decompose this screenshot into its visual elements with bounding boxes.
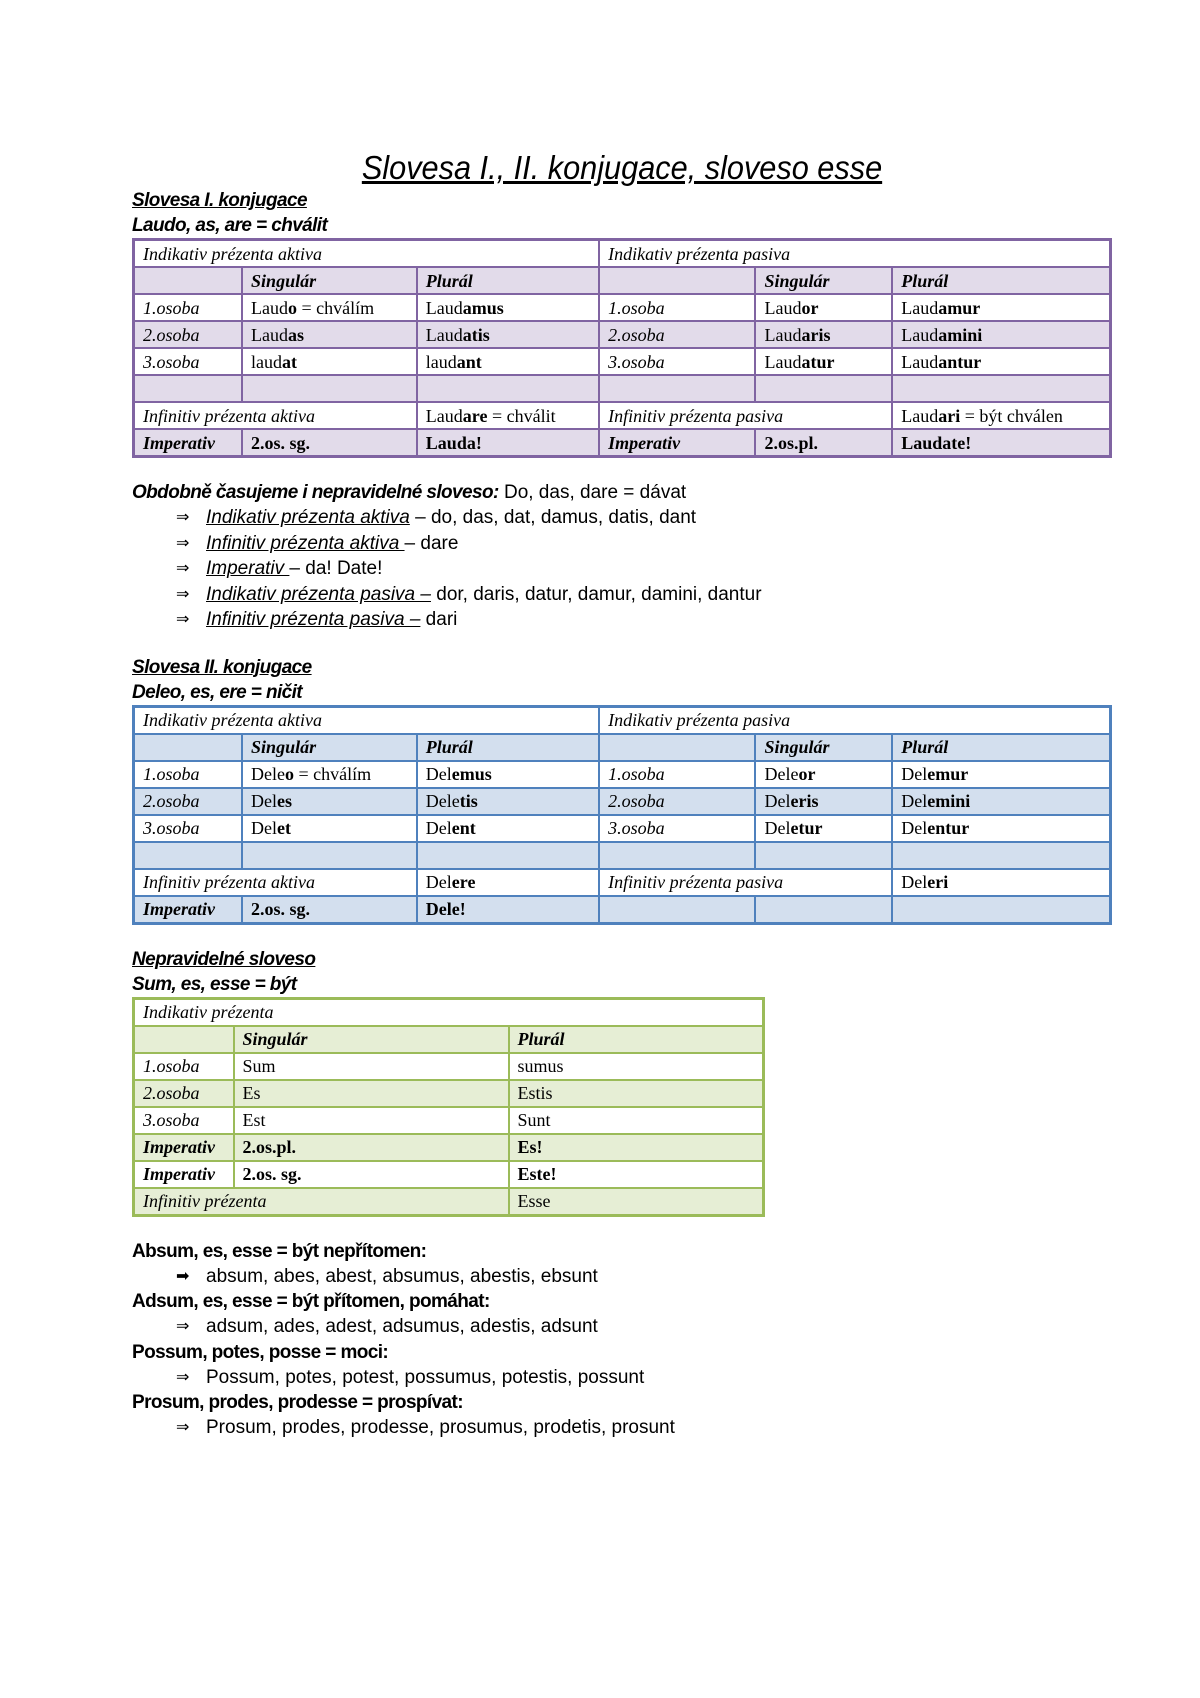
active-singular: Deles xyxy=(242,788,417,815)
empty-cell xyxy=(892,896,1110,924)
person-label: 3.osoba xyxy=(134,348,243,375)
list-item: ⇒ Imperativ – da! Date! xyxy=(176,556,1112,582)
compound-verbs xyxy=(132,1239,1112,1441)
col-plural: Plurál xyxy=(417,267,599,294)
active-plural: laudant xyxy=(417,348,599,375)
imperative-value: Este! xyxy=(509,1161,764,1188)
arrow-icon: ⇒ xyxy=(176,509,190,526)
col-singular: Singulár xyxy=(755,267,892,294)
list-item: ⇒ Prosum, prodes, prodesse, prosumus, prodetis, prosunt xyxy=(176,1415,1112,1441)
imperative-value: Lauda! xyxy=(417,429,599,457)
col-singular: Singulár xyxy=(234,1026,509,1053)
infinitive-passive-label: Infinitiv prézenta pasiva xyxy=(599,402,892,429)
section-3-heading: Nepravidelné sloveso xyxy=(132,948,316,970)
compound-verb-heading: Prosum, prodes, prodesse = prospívat: xyxy=(132,1392,463,1413)
imperative-form: 2.os. sg. xyxy=(234,1161,509,1188)
person-label: 2.osoba xyxy=(599,321,755,348)
empty-cell xyxy=(599,734,755,761)
col-singular: Singulár xyxy=(242,267,417,294)
table-row xyxy=(134,321,1111,348)
empty-cell xyxy=(134,267,243,294)
arrow-icon: ⇒ xyxy=(176,560,190,577)
passive-singular: Deletur xyxy=(755,815,892,842)
plural-form: sumus xyxy=(509,1053,764,1080)
person-label: 3.osoba xyxy=(134,815,243,842)
header-indicative: Indikativ prézenta xyxy=(134,998,764,1026)
compound-verb-heading: Adsum, es, esse = být přítomen, pomáhat: xyxy=(132,1291,490,1312)
singular-form: Sum xyxy=(234,1053,509,1080)
arrow-icon: ➡ xyxy=(176,1267,190,1285)
conjugation-table-1 xyxy=(132,238,1112,458)
person-label: 1.osoba xyxy=(134,294,243,321)
table-row xyxy=(134,734,1111,761)
table-row xyxy=(134,1053,764,1080)
table-row xyxy=(134,896,1111,924)
imperative-label: Imperativ xyxy=(134,896,243,924)
person-label: 2.osoba xyxy=(599,788,755,815)
table-row xyxy=(134,869,1111,896)
table-body xyxy=(134,294,1111,375)
table-row xyxy=(134,348,1111,375)
table-row xyxy=(134,1188,764,1216)
passive-plural: Laudamini xyxy=(892,321,1110,348)
singular-form: Est xyxy=(234,1107,509,1134)
irregular-note-bold: Obdobně časujeme i nepravidelné sloveso: xyxy=(132,482,499,503)
imperative-value: Laudate! xyxy=(892,429,1110,457)
infinitive-active: Delere xyxy=(417,869,599,896)
active-plural: Deletis xyxy=(417,788,599,815)
table-body xyxy=(134,1053,764,1134)
table-row xyxy=(134,240,1111,268)
passive-plural: Laudantur xyxy=(892,348,1110,375)
section-2-heading: Slovesa II. konjugace xyxy=(132,656,312,678)
arrow-icon: ⇒ xyxy=(176,585,190,603)
imperative-label: Imperativ xyxy=(134,1134,234,1161)
list-item: ⇒ Indikativ prézenta aktiva – do, das, dat, damus, datis, dant xyxy=(176,505,1112,531)
infinitive-label: Infinitiv prézenta xyxy=(134,1188,509,1216)
empty-cell xyxy=(134,734,243,761)
table-row xyxy=(134,429,1111,457)
imperative-form: 2.os. sg. xyxy=(242,896,417,924)
active-singular: Laudas xyxy=(242,321,417,348)
person-label: 3.osoba xyxy=(599,348,755,375)
imperative-value: Es! xyxy=(509,1134,764,1161)
table-row xyxy=(134,1026,764,1053)
passive-plural: Delentur xyxy=(892,815,1110,842)
active-plural: Laudamus xyxy=(417,294,599,321)
active-singular: Delet xyxy=(242,815,417,842)
passive-plural: Delemini xyxy=(892,788,1110,815)
table-row xyxy=(134,1080,764,1107)
arrow-icon: ⇒ xyxy=(176,1318,190,1335)
document-page xyxy=(132,148,1112,1441)
section-1-verb: Laudo, as, are = chválit xyxy=(132,215,328,236)
imperative-value: Dele! xyxy=(417,896,599,924)
header-passive: Indikativ prézenta pasiva xyxy=(599,240,1110,268)
active-singular: laudat xyxy=(242,348,417,375)
active-singular: Deleo = chválím xyxy=(242,761,417,788)
passive-singular: Laudatur xyxy=(755,348,892,375)
passive-singular: Laudaris xyxy=(755,321,892,348)
infinitive-value: Esse xyxy=(509,1188,764,1216)
passive-plural: Delemur xyxy=(892,761,1110,788)
imperative-form: 2.os.pl. xyxy=(755,429,892,457)
active-plural: Laudatis xyxy=(417,321,599,348)
infinitive-passive: Deleri xyxy=(892,869,1110,896)
person-label: 1.osoba xyxy=(134,761,243,788)
col-plural: Plurál xyxy=(892,734,1110,761)
person-label: 2.osoba xyxy=(134,321,243,348)
plural-form: Sunt xyxy=(509,1107,764,1134)
col-singular: Singulár xyxy=(242,734,417,761)
conjugation-table-2 xyxy=(132,705,1112,925)
passive-plural: Laudamur xyxy=(892,294,1110,321)
table-row xyxy=(134,761,1111,788)
passive-singular: Deleor xyxy=(755,761,892,788)
table-row xyxy=(134,375,1111,402)
person-label: 2.osoba xyxy=(134,788,243,815)
empty-cell xyxy=(134,1026,234,1053)
col-singular: Singulár xyxy=(755,734,892,761)
table-row xyxy=(134,267,1111,294)
arrow-icon: ⇒ xyxy=(176,1419,190,1436)
arrow-icon: ⇒ xyxy=(176,1368,190,1386)
header-active: Indikativ prézenta aktiva xyxy=(134,240,600,268)
singular-form: Es xyxy=(234,1080,509,1107)
compound-verb-heading: Possum, potes, posse = moci: xyxy=(132,1341,389,1363)
active-singular: Laudo = chválím xyxy=(242,294,417,321)
col-plural: Plurál xyxy=(892,267,1110,294)
person-label: 1.osoba xyxy=(599,761,755,788)
section-3-verb: Sum, es, esse = být xyxy=(132,973,297,995)
list-item: ⇒ Infinitiv prézenta aktiva – dare xyxy=(176,531,1112,557)
imperative-form: 2.os. sg. xyxy=(242,429,417,457)
table-row xyxy=(134,294,1111,321)
plural-form: Estis xyxy=(509,1080,764,1107)
table-row xyxy=(134,706,1111,734)
person-label: 3.osoba xyxy=(599,815,755,842)
col-plural: Plurál xyxy=(509,1026,764,1053)
table-row xyxy=(134,402,1111,429)
empty-cell xyxy=(599,267,755,294)
person-label: 3.osoba xyxy=(134,1107,234,1134)
table-row xyxy=(134,1161,764,1188)
active-plural: Delemus xyxy=(417,761,599,788)
table-row xyxy=(134,842,1111,869)
section-1-heading: Slovesa I. konjugace xyxy=(132,190,307,211)
infinitive-active-label: Infinitiv prézenta aktiva xyxy=(134,402,417,429)
imperative-label: Imperativ xyxy=(599,429,755,457)
imperative-form: 2.os.pl. xyxy=(234,1134,509,1161)
list-item: ⇒ Possum, potes, potest, possumus, potestis, possunt xyxy=(176,1365,1112,1391)
infinitive-passive: Laudari = být chválen xyxy=(892,402,1110,429)
irregular-note-verb: Do, das, dare = dávat xyxy=(498,482,687,503)
list-item: ➡ absum, abes, abest, absumus, abestis, ebsunt xyxy=(176,1264,1112,1290)
empty-cell xyxy=(755,896,892,924)
header-passive: Indikativ prézenta pasiva xyxy=(599,706,1110,734)
passive-singular: Laudor xyxy=(755,294,892,321)
list-item: ⇒ Indikativ prézenta pasiva – dor, daris, datur, damur, damini, dantur xyxy=(176,582,1112,608)
header-active: Indikativ prézenta aktiva xyxy=(134,706,600,734)
person-label: 1.osoba xyxy=(599,294,755,321)
active-plural: Delent xyxy=(417,815,599,842)
arrow-icon: ⇒ xyxy=(176,611,190,628)
compound-verb-heading: Absum, es, esse = být nepřítomen: xyxy=(132,1240,427,1262)
infinitive-passive-label: Infinitiv prézenta pasiva xyxy=(599,869,892,896)
page-title: Slovesa I., II. konjugace, sloveso esse xyxy=(361,149,883,186)
table-row xyxy=(134,1107,764,1134)
table-row xyxy=(134,1134,764,1161)
empty-cell xyxy=(599,896,755,924)
imperative-label: Imperativ xyxy=(134,429,243,457)
irregular-note xyxy=(132,480,1112,505)
list-item: ⇒ Infinitiv prézenta pasiva – dari xyxy=(176,607,1112,633)
arrow-icon: ⇒ xyxy=(176,534,190,552)
table-body xyxy=(134,761,1111,842)
person-label: 1.osoba xyxy=(134,1053,234,1080)
do-forms-list xyxy=(132,505,1112,633)
table-row xyxy=(134,788,1111,815)
passive-singular: Deleris xyxy=(755,788,892,815)
conjugation-table-esse xyxy=(132,997,765,1217)
section-2-verb: Deleo, es, ere = ničit xyxy=(132,681,303,703)
col-plural: Plurál xyxy=(417,734,599,761)
table-row xyxy=(134,998,764,1026)
infinitive-active-label: Infinitiv prézenta aktiva xyxy=(134,869,417,896)
imperative-label: Imperativ xyxy=(134,1161,234,1188)
table-row xyxy=(134,815,1111,842)
infinitive-active: Laudare = chválit xyxy=(417,402,599,429)
person-label: 2.osoba xyxy=(134,1080,234,1107)
list-item: ⇒ adsum, ades, adest, adsumus, adestis, adsunt xyxy=(176,1314,1112,1340)
